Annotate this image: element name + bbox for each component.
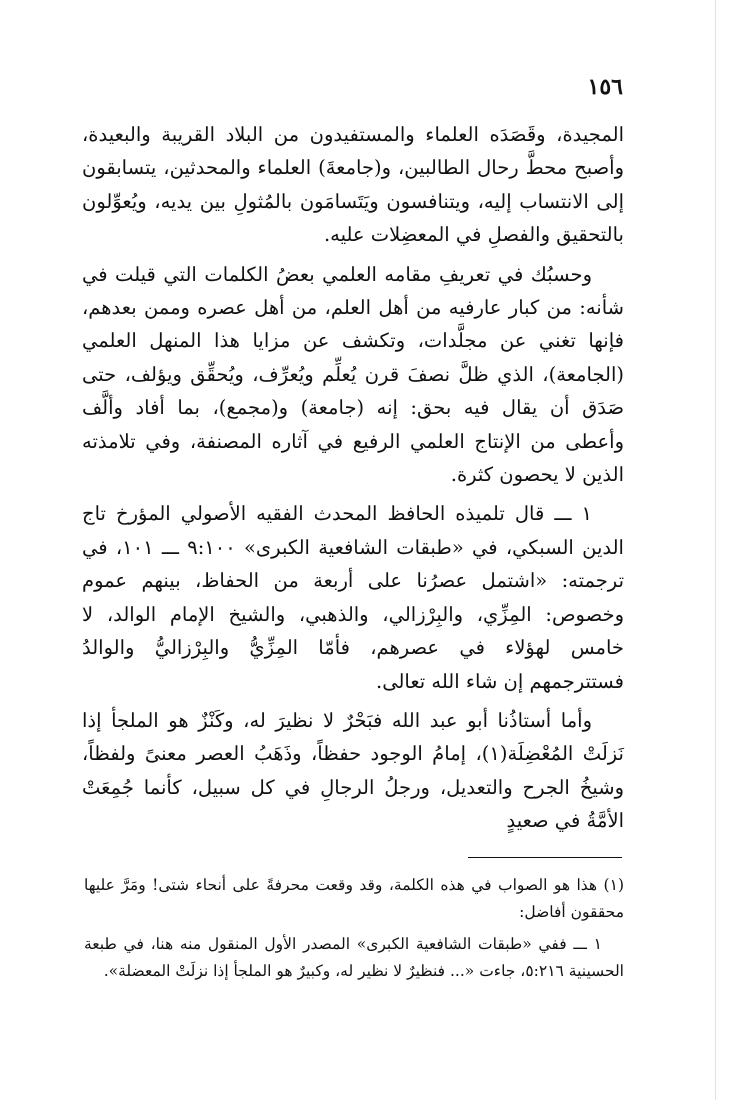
paragraph: المجيدة، وقَصَدَه العلماء والمستفيدون من البلاد القريبة والبعيدة، وأصبح محطَّ رحال الطالبين، و(جامعةَ) العلماء والمحدثين، يتسابقون إلى الانتساب إليه، ويتنافسون ويَتَسامَون بالمُثولِ بين يديه، ويُعوِّلون بالتحقيق والفصلِ في المعضِلات عليه. (82, 123, 624, 247)
footnote-separator (468, 857, 622, 858)
footnote: (١) هذا هو الصواب في هذه الكلمة، وقد وقعت محرفةً على أنحاء شتى! ومَرَّ عليها محققون أفاضل: (84, 876, 624, 921)
main-text (82, 118, 624, 838)
paragraph: وأما أستاذُنا أبو عبد الله فبَحْرٌ لا نظيرَ له، وكَنْزٌ هو الملجأ إذا نَزلَتْ المُعْضِلَة(١)، إمامُ الوجود حفظاً، وذَهَبُ العصر معنىً ولفظاً، وشيخُ الجرح والتعديل، ورجلُ الرجالِ في كل سبيل، كأنما جُمِعَتْ الأمَّةُ في صعيدٍ (82, 708, 624, 833)
footnote: ١ ـــ ففي «طبقات الشافعية الكبرى» المصدر الأول المنقول منه هنا، في طبعة الحسينية ٥:٢١٦، جاءت «... فنظيرٌ لا نظير له، وكبيرٌ هو الملجأ إذا نزلَتْ المعضلة». (84, 935, 624, 980)
paragraph: ١ ـــ قال تلميذه الحافظ المحدث الفقيه الأصولي المؤرخ تاج الدين السبكي، في «طبقات الشافعية الكبرى» ٩:١٠٠ ـــ ١٠١، في ترجمته: «اشتمل عصرُنا على أربعة من الحفاظ، بينهم عموم وخصوص: المِزِّي، والبِرْزالي، والذهبي، والشيخ الإمام الوالد، لا خامس لهؤلاء في عصرهم، فأمّا المِزِّيُّ والبِرْزاليُّ والوالدُ فستترجمهم إن شاء الله تعالى. (82, 502, 624, 693)
margin-rule (715, 0, 716, 1100)
footnotes (84, 872, 624, 985)
paragraph: وحسبُك في تعريفِ مقامه العلمي بعضُ الكلمات التي قيلت في شأنه: من كبار عارفيه من أهل العلم، من أهل عصره وممن بعدهم، فإنها تغني عن مجلَّدات، وتكشف عن مزايا هذا المنهل العلمي (الجامعة)، الذي ظلَّ نصفَ قرن يُعلِّم ويُعرِّف، ويُحقِّق ويؤلف، حتى صَدَق أن يقال فيه بحق: إنه (جامعة) و(مجمع)، بما أفاد وألَّف وأعطى من الإنتاج العلمي الرفيع في آثاره المصنفة، وفي تلامذته الذين لا يحصون كثرة. (82, 262, 624, 487)
page-number: ١٥٦ (587, 74, 623, 100)
